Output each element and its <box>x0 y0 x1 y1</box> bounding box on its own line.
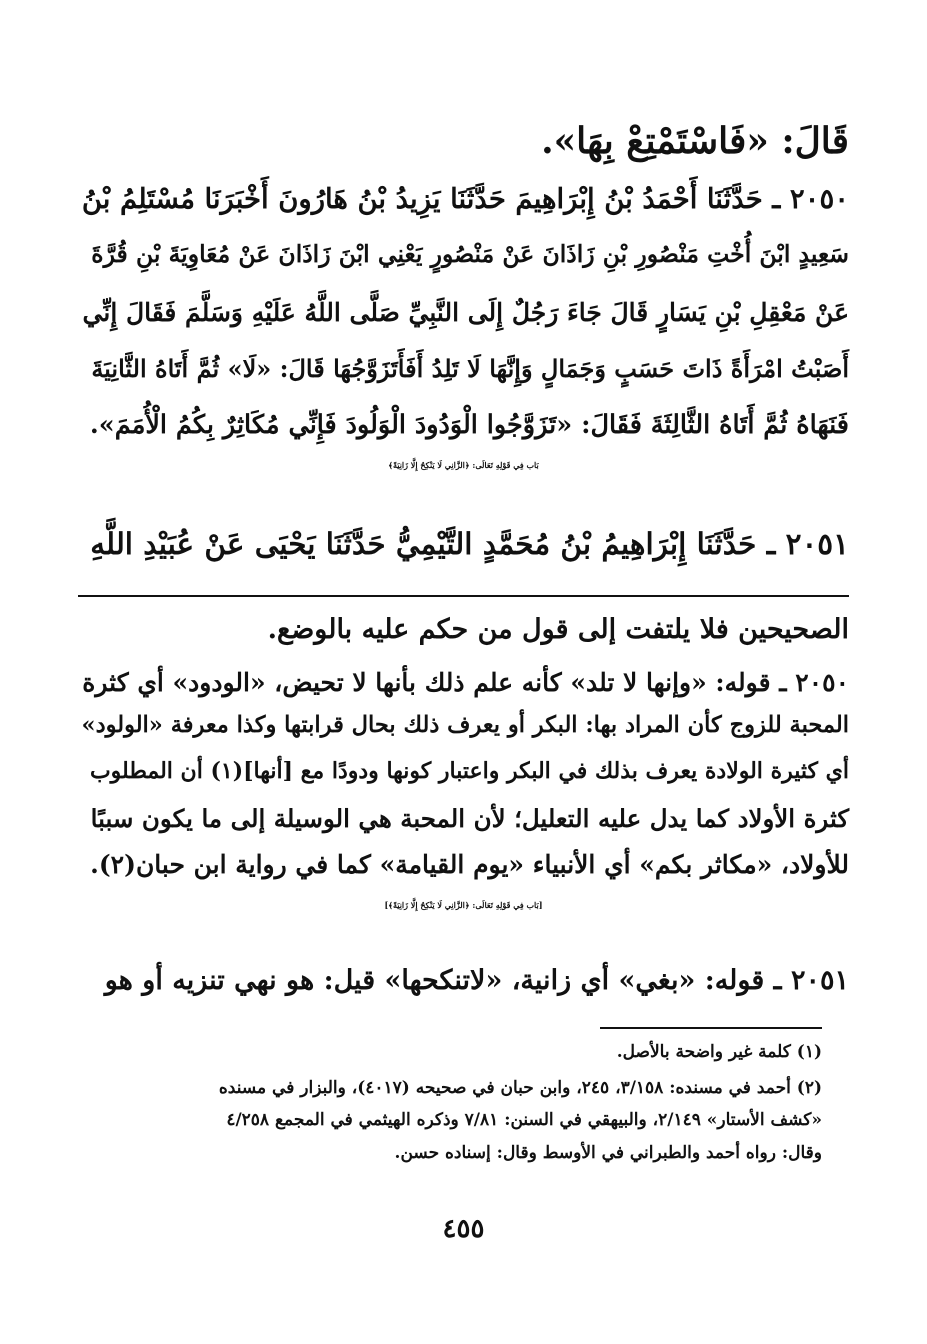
footnote-2-line-2: «كشف الأستار» ٢/١٤٩، والبيهقي في السنن: ٧/٨١ وذكره الهيثمي في المجمع ٤/٢٥٨ <box>226 1110 822 1130</box>
commentary-line-2: ٢٠٥٠ ـ قوله: «وإنها لا تلد» كأنه علم ذلك بأنها لا تحيض، «الودود» أي كثرة <box>82 668 849 697</box>
hadith-2050-line-1: ٢٠٥٠ ـ حَدَّثَنَا أَحْمَدُ بْنُ إِبْرَاهِيمَ حَدَّثَنَا يَزِيدُ بْنُ هَارُونَ أَخْبَرَنَا مُسْتَلِمُ بْنُ <box>81 183 849 215</box>
hadith-2050-line-2: سَعِيدٍ ابْنَ أُخْتِ مَنْصُورِ بْنِ زَاذَانَ عَنْ مَنْصُورٍ يَعْنِي ابْنَ زَاذَانَ عَنْ مُعَاوِيَةَ بْنِ قُرَّةَ <box>91 240 849 268</box>
footnote-1: (١) كلمة غير واضحة بالأصل. <box>616 1042 822 1062</box>
footnote-2-line-3: وقال: رواه أحمد والطبراني في الأوسط وقال: إسناده حسن. <box>394 1143 822 1163</box>
footnote-2-line-1: (٢) أحمد في مسنده: ٣/١٥٨، ٢٤٥، وابن حبان في صحيحه (٤٠١٧)، والبزار في مسنده <box>218 1078 822 1098</box>
commentary-line-5: كثرة الأولاد كما يدل عليه التعليل؛ لأن المحبة هي الوسيلة إلى ما يكون سببًا <box>90 804 849 833</box>
hadith-2050-line-3: عَنْ مَعْقِلِ بْنِ يَسَارٍ قَالَ جَاءَ رَجُلٌ إِلَى النَّبِيِّ صَلَّى اللَّهُ عَلَيْهِ وَسَلَّمَ فَقَالَ إِنِّي <box>82 298 849 327</box>
commentary-2051-line: ٢٠٥١ ـ قوله: «بغي» أي زانية، «لاتنكحها» قيل: هو نهي تنزيه أو هو <box>104 965 849 996</box>
main-intro-line: قَالَ: «فَاسْتَمْتِعْ بِهَا». <box>541 120 849 162</box>
hadith-2050-line-4: أَصَبْتُ امْرَأَةً ذَاتَ حَسَبٍ وَجَمَالٍ وَإِنَّهَا لَا تَلِدُ أَفَأَتَزَوَّجُهَا قَالَ: «لَا» ثُمَّ أَتَاهُ الثَّانِيَةَ <box>91 354 849 383</box>
commentary-line-3: المحبة للزوج كأن المراد بها: البكر أو يعرف ذلك بحال قرابتها وكذا معرفة «الولود» <box>81 712 849 738</box>
separator-rule <box>78 595 849 597</box>
commentary-line-6: للأولاد، «مكاثر بكم» أي الأنبياء «يوم القيامة» كما في رواية ابن حبان(٢). <box>90 850 849 879</box>
chapter-heading-commentary: [بَاب فِي قَوْلِهِ تَعَالَى: ﴿الزَّانِي لَا يَنْكِحُ إِلَّا زَانِيَةً﴾] <box>384 900 543 910</box>
commentary-line-1: الصحيحين فلا يلتفت إلى قول من حكم عليه بالوضع. <box>267 614 849 645</box>
chapter-heading-main: بَاب فِي قَوْلِهِ تَعَالَى: ﴿الزَّانِي لَا يَنْكِحُ إِلَّا زَانِيَةً﴾ <box>388 460 539 470</box>
hadith-2050-line-5: فَنَهَاهُ ثُمَّ أَتَاهُ الثَّالِثَةَ فَقَالَ: «تَزَوَّجُوا الْوَدُودَ الْوَلُودَ فَإِنِّي مُكَاثِرٌ بِكُمُ الْأُمَمَ». <box>89 410 849 440</box>
hadith-2051-line: ٢٠٥١ ـ حَدَّثَنَا إِبْرَاهِيمُ بْنُ مُحَمَّدٍ التَّيْمِيُّ حَدَّثَنَا يَحْيَى عَنْ عُبَيْدِ اللَّهِ <box>90 526 849 561</box>
page-number: ٤٥٥ <box>442 1214 485 1244</box>
commentary-line-4: أي كثيرة الولادة يعرف بذلك في البكر واعتبار كونها ودودًا مع [أنها](١) أن المطلوب <box>89 758 849 784</box>
footnote-rule <box>600 1027 822 1029</box>
